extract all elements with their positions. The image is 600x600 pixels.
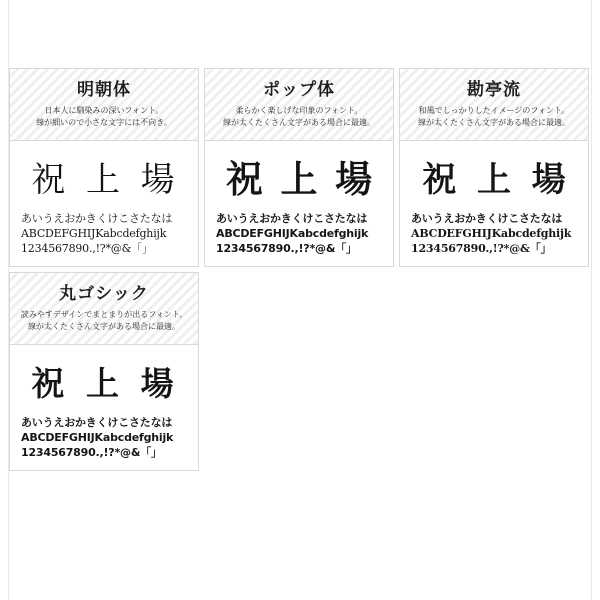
specimen-latin: ABCDEFGHIJKabcdefghijk [411,227,572,240]
font-description-line1: 和風でしっかりしたイメージのフォント。 [418,106,570,115]
font-description-line2: 線が太くたくさん文字がある場合に最適。 [223,118,375,127]
font-card-maru-gothic[interactable] [9,272,199,471]
font-card-header [10,69,198,141]
font-card-mincho[interactable] [9,68,199,267]
font-card-body [10,345,198,470]
sample-char-2: 上 [280,158,318,201]
sample-char-1: 祝 [225,158,263,201]
font-card-header [10,273,198,345]
font-sample-large [18,147,190,209]
font-card-body [10,141,198,266]
font-specimen [408,209,580,256]
specimen-kana: あいうえおかきくけこさたなは [411,212,563,225]
specimen-numerals: 1234567890.,!?*@&「」 [216,242,357,255]
font-description-line1: 柔らかく楽しげな印象のフォント。 [235,106,363,115]
sample-char-2: 上 [477,160,511,200]
specimen-latin: ABCDEFGHIJKabcdefghijk [216,227,369,240]
font-description-line2: 線が太くたくさん文字がある場合に最適。 [28,322,180,331]
sample-char-2: 上 [86,364,122,403]
font-sample-large [213,147,385,209]
font-card-pop[interactable] [204,68,394,267]
font-card-header [205,69,393,141]
sample-char-3: 場 [140,160,177,200]
font-specimen [18,209,190,256]
sample-char-2: 上 [86,160,122,200]
specimen-numerals: 1234567890.,!?*@&「」 [21,446,162,459]
sample-char-1: 祝 [31,160,68,200]
font-card-kanteiryu[interactable] [399,68,589,267]
font-name: 明朝体 [77,80,131,99]
sample-char-3: 場 [335,158,373,201]
sample-char-3: 場 [140,364,177,403]
sample-char-1: 祝 [422,160,457,200]
specimen-numerals: 1234567890.,!?*@&「」 [411,242,552,255]
font-description-line1: 読みやすデザインでまとまりが出るフォント。 [20,310,188,319]
font-description-line2: 線が細いので小さな文字には不向き。 [36,118,172,127]
font-card-body [400,141,588,266]
specimen-numerals: 1234567890.,!?*@&「」 [21,242,153,255]
specimen-latin: ABCDEFGHIJKabcdefghijk [21,431,174,444]
font-sample-large [18,351,190,413]
font-specimen [18,413,190,460]
font-card-header [400,69,588,141]
specimen-kana: あいうえおかきくけこさたなは [21,212,173,225]
font-sample-large [408,147,580,209]
font-card-grid [9,68,591,471]
font-name: ポップ体 [263,80,335,99]
font-description-line1: 日本人に馴染みの深いフォント。 [44,106,164,115]
font-card-body [205,141,393,266]
font-name: 勘亭流 [467,80,521,99]
font-specimen [213,209,385,256]
specimen-latin: ABCDEFGHIJKabcdefghijk [21,227,167,240]
specimen-kana: あいうえおかきくけこさたなは [21,416,173,429]
font-description-line2: 線が太くたくさん文字がある場合に最適。 [418,118,570,127]
font-name: 丸ゴシック [59,284,149,303]
sample-char-3: 場 [531,160,566,200]
sample-char-1: 祝 [31,364,68,403]
specimen-kana: あいうえおかきくけこさたなは [216,212,368,225]
